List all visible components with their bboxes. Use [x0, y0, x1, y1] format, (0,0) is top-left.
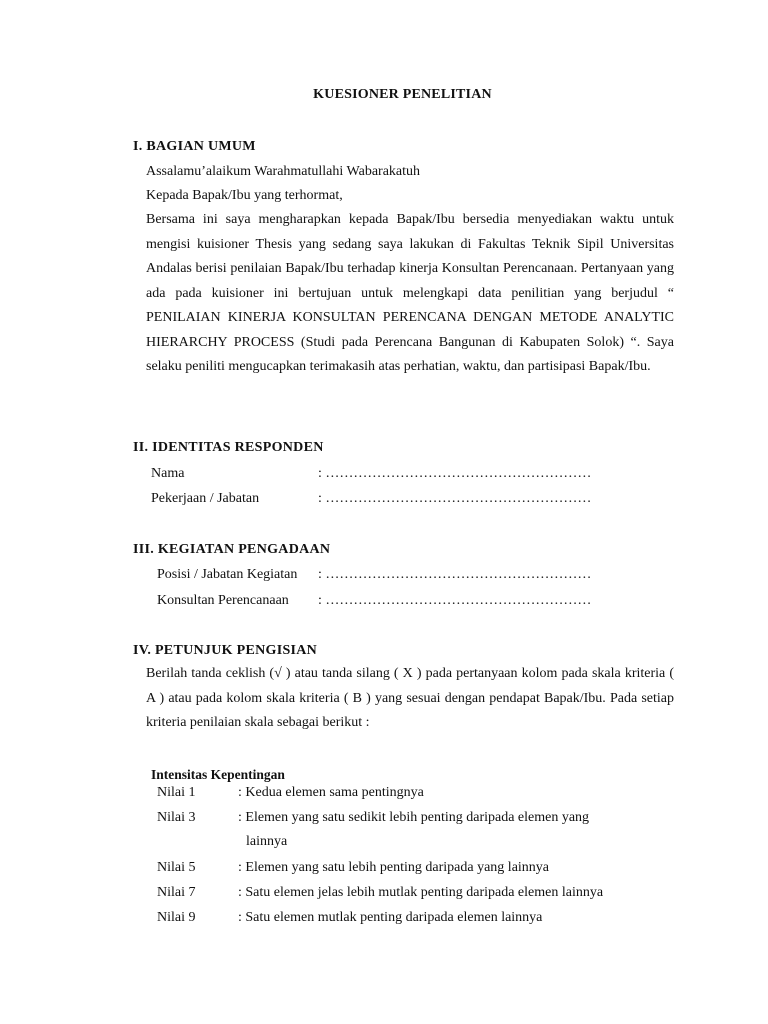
instruction-paragraph: Berilah tanda ceklish (√ ) atau tanda silang ( X ) pada pertanyaan kolom pada skala kriteria ( A ) atau pada kolom skala kriteria ( B ) yang sesuai dengan pendapat Bapak/Ibu. Pada setiap kriteria penilaian skala sebagai berikut : [146, 666, 674, 730]
scale-desc-7: : Satu elemen jelas lebih mutlak penting daripada elemen lainnya [238, 885, 604, 900]
scale-label-7: Nilai 7 [157, 885, 196, 900]
greeting-text: Assalamu’alaikum Warahmatullahi Wabarakatuh [146, 164, 421, 179]
scale-desc-9: : Satu elemen mutlak penting daripada elemen lainnya [238, 910, 543, 925]
section-heading-kegiatan-pengadaan: III. KEGIATAN PENGADAAN [133, 542, 331, 557]
scale-desc-1: : Kedua elemen sama pentingnya [238, 785, 424, 800]
scale-desc-3: : Elemen yang satu sedikit lebih penting daripada elemen yang [238, 810, 590, 825]
section-heading-bagian-umum: I. BAGIAN UMUM [133, 139, 256, 154]
section-heading-identitas-responden: II. IDENTITAS RESPONDEN [133, 440, 324, 455]
field-label-nama: Nama [151, 466, 185, 481]
field-value-konsultan: : ………………………………………………… [318, 593, 592, 608]
scale-label-1: Nilai 1 [157, 785, 196, 800]
field-label-konsultan: Konsultan Perencanaan [157, 593, 289, 608]
field-value-pekerjaan: : ………………………………………………… [318, 491, 592, 506]
intro-paragraph: Bersama ini saya mengharapkan kepada Bapak/Ibu bersedia menyediakan waktu untuk mengisi kuisioner Thesis yang sedang saya lakukan di Fakultas Teknik Sipil Universitas Andalas berisi penilaian Bapak/Ibu terhadap kinerja Konsultan Perencanaan. Pertanyaan yang ada pada kuisioner ini bertujuan untuk melengkapi data penilitian yang berjudul “ PENILAIAN KINERJA KONSULTAN PERENCANA DENGAN METODE ANALYTIC HIERARCHY PROCESS (Studi pada Perencana Bangunan di Kabupaten Solok) “. Saya selaku peniliti mengucapkan terimakasih atas perhatian, waktu, dan partisipasi Bapak/Ibu. [146, 212, 674, 374]
scale-label-3: Nilai 3 [157, 810, 196, 825]
scale-label-9: Nilai 9 [157, 910, 196, 925]
salutation-text: Kepada Bapak/Ibu yang terhormat, [146, 188, 343, 203]
scale-label-5: Nilai 5 [157, 860, 196, 875]
field-value-posisi: : ………………………………………………… [318, 567, 592, 582]
document-title: KUESIONER PENELITIAN [313, 87, 492, 102]
field-label-pekerjaan: Pekerjaan / Jabatan [151, 491, 260, 506]
scale-heading: Intensitas Kepentingan [151, 767, 285, 782]
section-heading-petunjuk-pengisian: IV. PETUNJUK PENGISIAN [133, 643, 318, 658]
scale-desc-3-continued: lainnya [246, 834, 288, 849]
field-value-nama: : ………………………………………………… [318, 466, 592, 481]
scale-desc-5: : Elemen yang satu lebih penting daripada yang lainnya [238, 860, 550, 875]
field-label-posisi: Posisi / Jabatan Kegiatan [157, 567, 298, 582]
